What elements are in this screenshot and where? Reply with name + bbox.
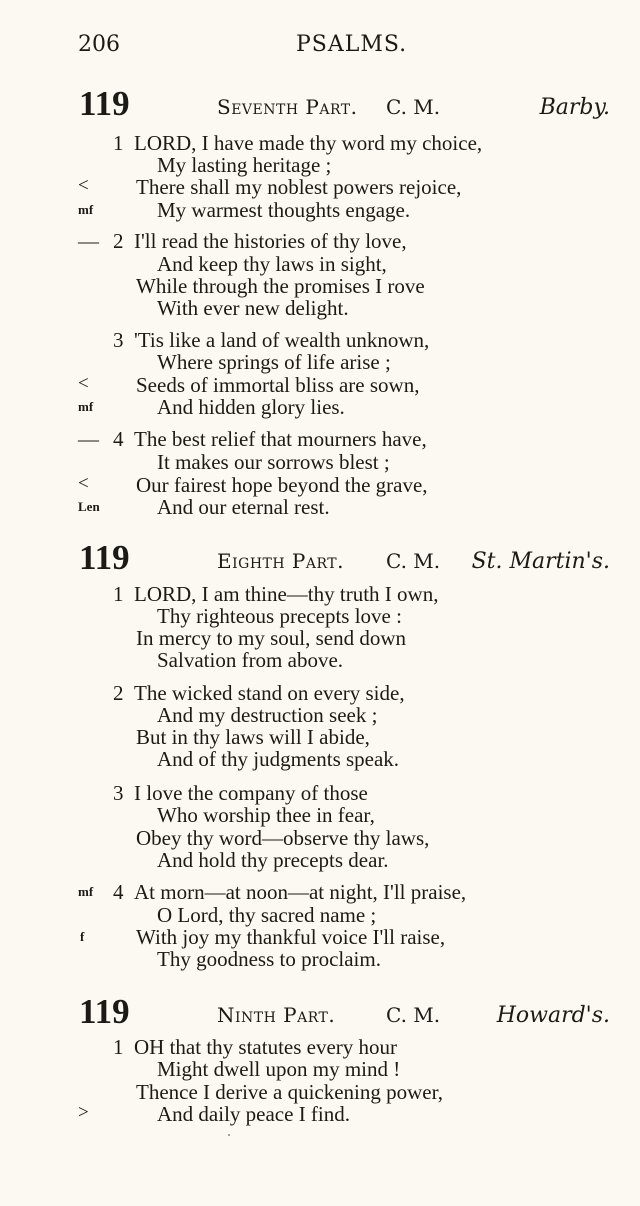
verse-line — [0, 747, 640, 771]
verse-line — [0, 274, 640, 298]
dash-mark: — — [78, 229, 99, 253]
verse-line — [0, 604, 640, 628]
line-text: And hold thy precepts dear. — [157, 848, 389, 872]
verse-line — [0, 198, 640, 222]
verse-line — [0, 495, 640, 519]
hymn-meter: C. M. — [386, 1003, 441, 1027]
verse-number: 3 — [113, 781, 124, 805]
verse-line — [0, 395, 640, 419]
line-text: Where springs of life arise ; — [157, 350, 391, 374]
hymn-number: 119 — [79, 992, 130, 1031]
verse-number: 4 — [113, 427, 124, 451]
hymn-part: Seventh Part. — [217, 95, 358, 119]
line-text: OH that thy statutes every hour — [134, 1035, 398, 1059]
hymn-number: 119 — [79, 84, 130, 123]
line-text: And my destruction seek ; — [157, 703, 378, 727]
line-text: My warmest thoughts engage. — [157, 198, 411, 222]
hymn-part: Ninth Part. — [217, 1003, 336, 1027]
dynamic-mark: Len — [78, 499, 100, 514]
line-text: At morn—at noon—at night, I'll praise, — [134, 880, 467, 904]
verse-number: 1 — [113, 1035, 124, 1059]
verse-number: 4 — [113, 880, 124, 904]
dynamic-mark: mf — [78, 399, 94, 414]
verse-line — [0, 648, 640, 672]
line-text: Might dwell upon my mind ! — [157, 1057, 401, 1081]
hymn-tune: St. Martin's. — [471, 549, 610, 574]
line-text: There shall my noblest powers rejoice, — [136, 175, 462, 199]
verse-line — [0, 947, 640, 971]
running-title: PSALMS. — [296, 32, 408, 57]
verse-line — [0, 328, 640, 352]
hymn-tune: Barby. — [539, 95, 610, 120]
line-text: Who worship thee in fear, — [157, 803, 375, 827]
line-text: And daily peace I find. — [157, 1102, 351, 1126]
line-text: O Lord, thy sacred name ; — [157, 903, 377, 927]
verse-number: 1 — [113, 582, 124, 606]
line-text: While through the promises I rove — [136, 274, 425, 298]
verse-line — [0, 582, 640, 606]
line-text: I'll read the histories of thy love, — [134, 229, 407, 253]
verse-line — [0, 175, 640, 199]
line-text: The wicked stand on every side, — [134, 681, 405, 705]
line-text: Thy goodness to proclaim. — [157, 947, 381, 971]
verse-line — [0, 781, 640, 805]
verse-line — [0, 450, 640, 474]
line-text: With ever new delight. — [157, 296, 349, 320]
verse-line — [0, 229, 640, 253]
line-text: I love the company of those — [134, 781, 368, 805]
verse-line — [0, 826, 640, 850]
verse-line — [0, 681, 640, 705]
dash-mark: — — [78, 427, 99, 451]
verse-line — [0, 703, 640, 727]
verse-line — [0, 1080, 640, 1104]
line-text: And our eternal rest. — [157, 495, 330, 519]
verse-line — [0, 427, 640, 451]
verse-line — [0, 848, 640, 872]
verse-line — [0, 903, 640, 927]
verse-line — [0, 252, 640, 276]
verse-line — [0, 880, 640, 904]
verse-line — [0, 153, 640, 177]
verse-number: 3 — [113, 328, 124, 352]
hymn-tune: Howard's. — [496, 1003, 610, 1028]
line-text: And keep thy laws in sight, — [157, 252, 387, 276]
verse-line — [0, 1035, 640, 1059]
line-text: Thence I derive a quickening power, — [136, 1080, 444, 1104]
verse-line — [0, 350, 640, 374]
crescendo-mark: < — [78, 373, 89, 394]
line-text: In mercy to my soul, send down — [136, 626, 407, 650]
line-text: But in thy laws will I abide, — [136, 725, 370, 749]
hymn-meter: C. M. — [386, 549, 441, 573]
line-text: And hidden glory lies. — [157, 395, 345, 419]
hymn-number: 119 — [79, 538, 130, 577]
verse-line — [0, 626, 640, 650]
crescendo-mark: < — [78, 175, 89, 196]
line-text: And of thy judgments speak. — [157, 747, 400, 771]
line-text: With joy my thankful voice I'll raise, — [136, 925, 446, 949]
page-speck — [228, 1134, 230, 1136]
line-text: Salvation from above. — [157, 648, 344, 672]
line-text: Seeds of immortal bliss are sown, — [136, 373, 420, 397]
line-text: It makes our sorrows blest ; — [157, 450, 390, 474]
verse-number: 2 — [113, 229, 124, 253]
verse-number: 2 — [113, 681, 124, 705]
verse-line — [0, 725, 640, 749]
line-text: 'Tis like a land of wealth unknown, — [134, 328, 430, 352]
running-head — [0, 32, 640, 62]
verse-line — [0, 1102, 640, 1126]
verse-line — [0, 803, 640, 827]
dynamic-mark: mf — [78, 202, 94, 217]
hymn-heading — [0, 992, 640, 1036]
line-text: LORD, I am thine—thy truth I own, — [134, 582, 439, 606]
verse-number: 1 — [113, 131, 124, 155]
dynamic-mark: f — [80, 929, 85, 944]
line-text: LORD, I have made thy word my choice, — [134, 131, 483, 155]
verse-line — [0, 131, 640, 155]
line-text: Thy righteous precepts love : — [157, 604, 402, 628]
line-text: Our fairest hope beyond the grave, — [136, 473, 428, 497]
line-text: My lasting heritage ; — [157, 153, 332, 177]
verse-line — [0, 373, 640, 397]
verse-line — [0, 296, 640, 320]
page-number: 206 — [78, 32, 120, 57]
line-text: The best relief that mourners have, — [134, 427, 427, 451]
verse-line — [0, 1057, 640, 1081]
verse-line — [0, 473, 640, 497]
crescendo-mark: < — [78, 473, 89, 494]
hymn-part: Eighth Part. — [217, 549, 344, 573]
verse-line — [0, 925, 640, 949]
hymn-meter: C. M. — [386, 95, 441, 119]
line-text: Obey thy word—observe thy laws, — [136, 826, 430, 850]
dynamic-mark: mf — [78, 884, 94, 899]
diminuendo-mark: > — [78, 1102, 89, 1123]
hymn-heading — [0, 84, 640, 128]
hymn-heading — [0, 538, 640, 582]
